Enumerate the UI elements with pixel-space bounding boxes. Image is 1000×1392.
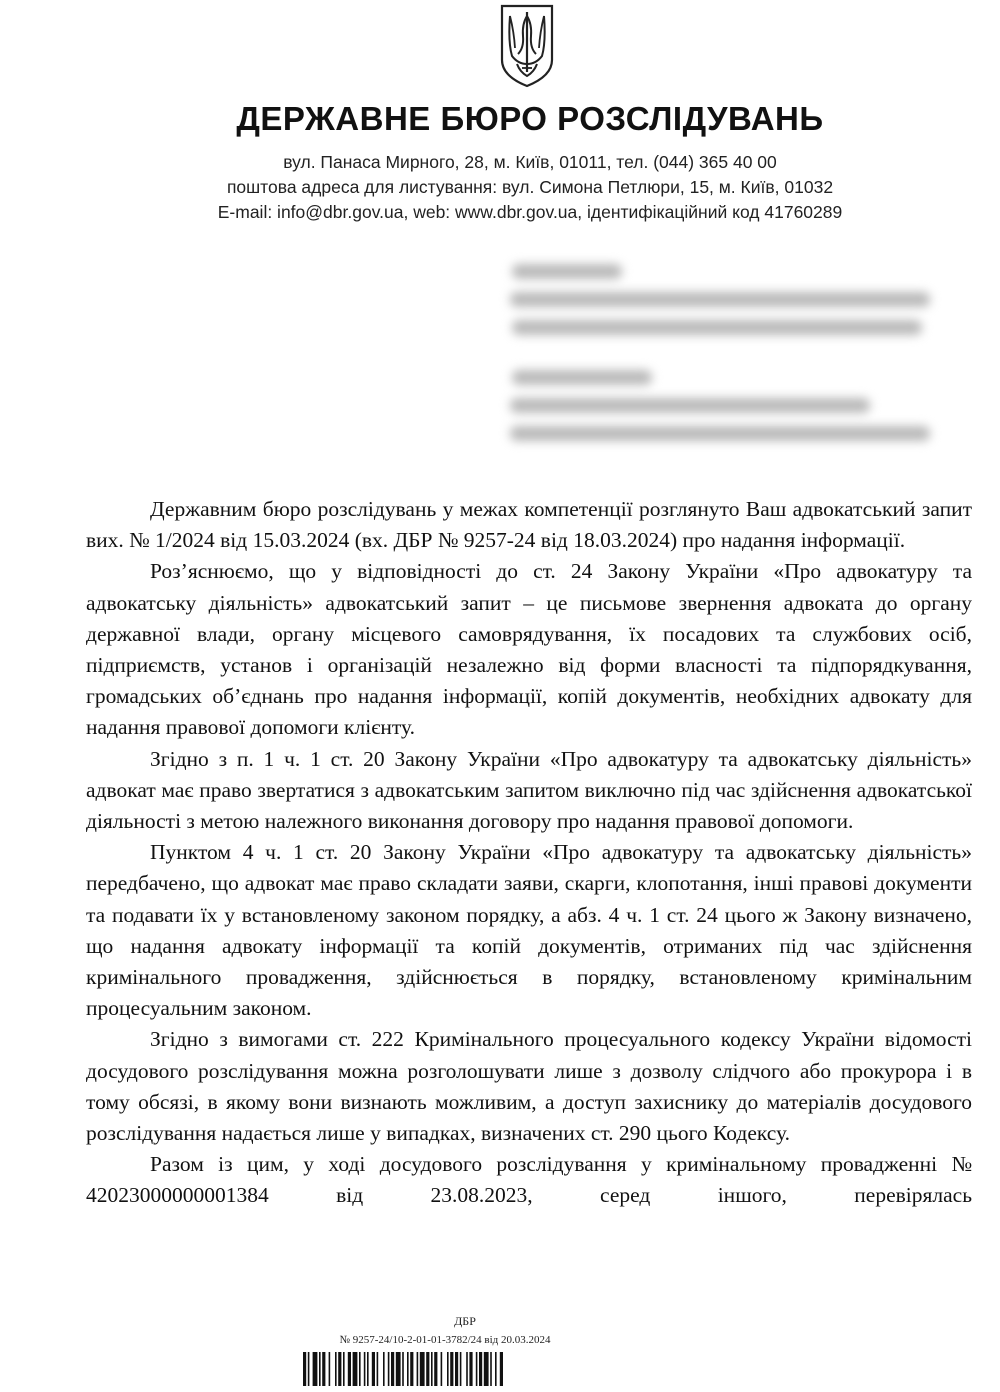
redacted-addressee-block bbox=[504, 258, 944, 448]
body-paragraph: Роз’яснюємо, що у відповідності до ст. 24 Закону України «Про адвокатуру та адвокатську діяльність» адвокатський запит – це письмове звернення адвоката до органу державної влади, органу місцевого самоврядування, їх посадових та службових осіб, підприємств, установ і організацій незалежно від форми власності та підпорядкування, громадських об’єднань про надання інформації, копій документів, необхідних адвокату для надання правової допомоги клієнту. bbox=[86, 559, 972, 740]
footer-stamp-label: ДБР bbox=[454, 1314, 476, 1328]
redacted-line bbox=[510, 292, 930, 307]
letter-body bbox=[86, 494, 972, 1212]
redacted-line bbox=[512, 320, 922, 335]
organization-postal-address: поштова адреса для листування: вул. Симона Петлюри, 15, м. Київ, 01032 bbox=[226, 177, 834, 197]
organization-title: ДЕРЖАВНЕ БЮРО РОЗСЛІДУВАНЬ bbox=[236, 100, 824, 137]
body-paragraph: Згідно з п. 1 ч. 1 ст. 20 Закону України «Про адвокатуру та адвокатську діяльність» адвокат має право звертатися з адвокатським запитом виключно під час здійснення адвокатської діяльності з метою належного виконання договору про надання правової допомоги. bbox=[86, 746, 972, 834]
redacted-line bbox=[510, 426, 930, 441]
trident-emblem-icon bbox=[498, 2, 556, 88]
body-paragraph: Державним бюро розслідувань у межах компетенції розглянуто Ваш адвокатський запит вих. № 1/2024 від 15.03.2024 (вх. ДБР № 9257-24 від 18.03.2024) про надання інформації. bbox=[86, 497, 972, 553]
organization-address: вул. Панаса Мирного, 28, м. Київ, 01011, тел. (044) 365 40 00 bbox=[283, 152, 777, 172]
barcode bbox=[303, 1352, 587, 1386]
redacted-line bbox=[512, 264, 622, 279]
organization-contacts: E-mail: info@dbr.gov.ua, web: www.dbr.gov.ua, ідентифікаційний код 41760289 bbox=[217, 202, 843, 222]
body-paragraph: Разом із цим, у ході досудового розслідування у кримінальному провадженні № 42023000000001384 від 23.08.2023, серед іншого, перевірялась bbox=[86, 1152, 972, 1208]
body-paragraph: Пунктом 4 ч. 1 ст. 20 Закону України «Про адвокатуру та адвокатську діяльність» передбачено, що адвокат має право складати заяви, скарги, клопотання, інші правові документи та подавати їх у встановленому законом порядку, а абз. 4 ч. 1 ст. 24 цього ж Закону визначено, що надання адвокату інформації та копій документів, отриманих під час здійснення кримінального провадження, здійснюється в порядку, встановленому кримінальним процесуальним законом. bbox=[86, 840, 972, 1021]
redacted-line bbox=[510, 398, 870, 413]
redacted-line bbox=[512, 370, 652, 385]
registration-number: № 9257-24/10-2-01-01-3782/24 від 20.03.2024 bbox=[339, 1334, 551, 1346]
body-paragraph: Згідно з вимогами ст. 222 Кримінального процесуального кодексу України відомості досудового розслідування можна розголошувати лише з дозволу слідчого або прокурора і в тому обсязі, в якому вони визнають можливим, а доступ захиснику до матеріалів досудового розслідування надається лише у випадках, визначених ст. 290 цього Кодексу. bbox=[86, 1027, 972, 1146]
